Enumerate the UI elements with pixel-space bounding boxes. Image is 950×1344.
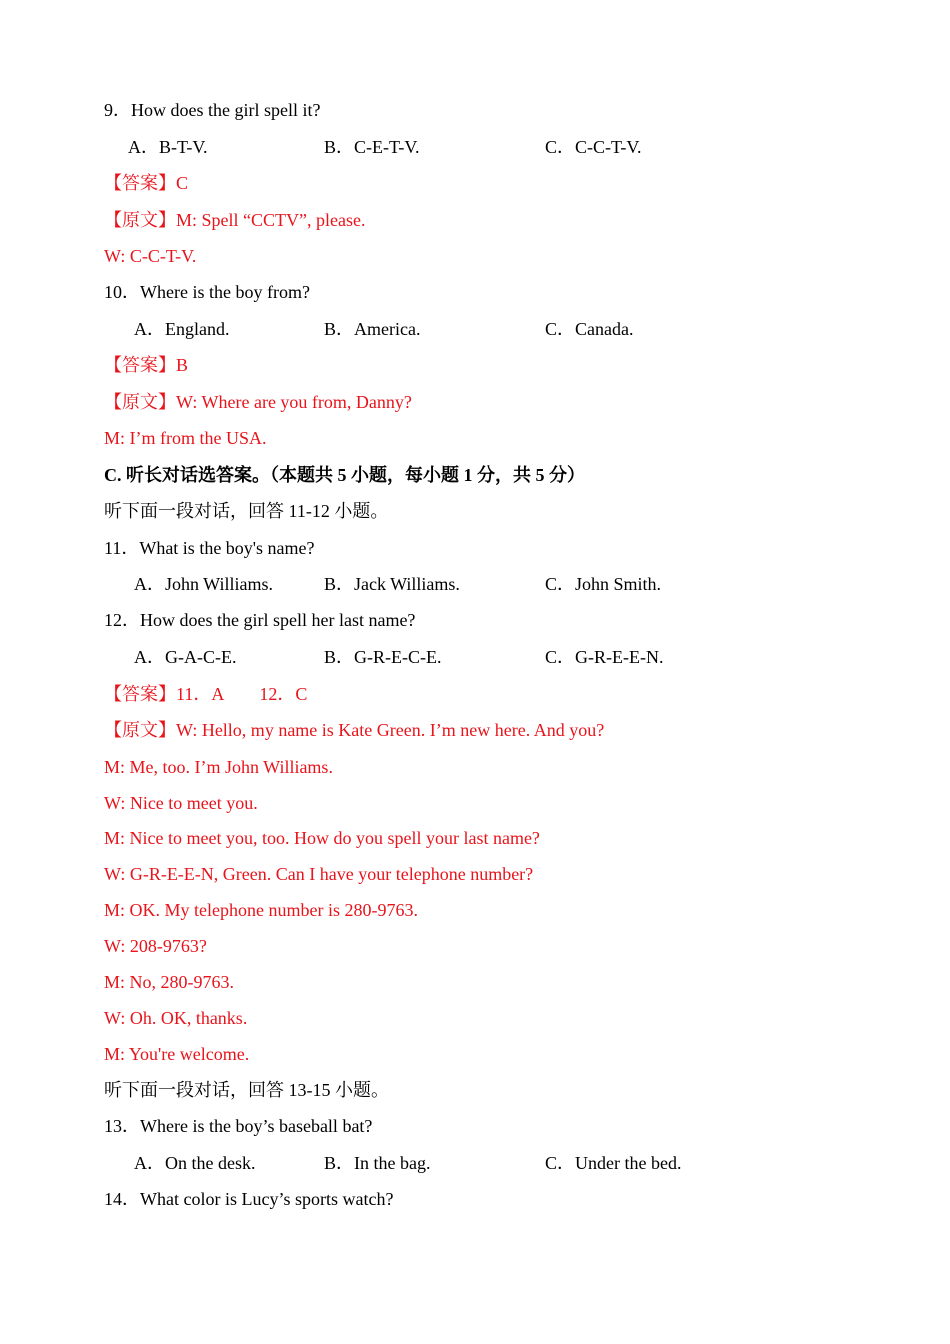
section-c-intro-1: 听下面一段对话，回答 11-12 小题。 — [104, 501, 389, 521]
option-c: C．C-C-T-V. — [545, 137, 642, 157]
option-c: C．John Smith. — [545, 574, 662, 594]
section-c-heading: C. 听长对话选答案。（本题共 5 小题，每小题 1 分，共 5 分） — [104, 465, 585, 485]
answer-10: 【答案】B — [104, 355, 189, 375]
script-11-12-line-9: W: Oh. OK, thanks. — [104, 1008, 248, 1028]
answer-11-12: 【答案】11．A 12．C — [104, 684, 308, 704]
script-11-12-line-10: M: You're welcome. — [104, 1044, 250, 1064]
question-14: 14．What color is Lucy’s sports watch? — [104, 1189, 394, 1209]
option-a: A．G-A-C-E. — [134, 647, 237, 667]
option-a: A．England. — [134, 319, 230, 339]
section-c-intro-2: 听下面一段对话，回答 13-15 小题。 — [104, 1080, 389, 1100]
script-11-12-line-2: M: Me, too. I’m John Williams. — [104, 757, 333, 777]
option-a: A．On the desk. — [134, 1153, 256, 1173]
option-b: B．G-R-E-C-E. — [324, 647, 442, 667]
script-11-12-line-1: 【原文】W: Hello, my name is Kate Green. I’m new here. And you? — [104, 720, 605, 740]
option-a: A．B-T-V. — [128, 137, 208, 157]
question-13: 13．Where is the boy’s baseball bat? — [104, 1116, 373, 1136]
script-9-line-2: W: C-C-T-V. — [104, 246, 197, 266]
question-9: 9．How does the girl spell it? — [104, 100, 321, 120]
option-b: B．Jack Williams. — [324, 574, 460, 594]
script-11-12-line-7: W: 208-9763? — [104, 936, 207, 956]
question-10: 10．Where is the boy from? — [104, 282, 310, 302]
option-c: C．Under the bed. — [545, 1153, 682, 1173]
script-11-12-line-6: M: OK. My telephone number is 280-9763. — [104, 900, 418, 920]
script-11-12-line-5: W: G-R-E-E-N, Green. Can I have your telephone number? — [104, 864, 534, 884]
script-11-12-line-4: M: Nice to meet you, too. How do you spell your last name? — [104, 828, 540, 848]
option-a: A．John Williams. — [134, 574, 273, 594]
option-b: B．C-E-T-V. — [324, 137, 420, 157]
option-b: B．In the bag. — [324, 1153, 431, 1173]
option-b: B．America. — [324, 319, 421, 339]
script-11-12-line-3: W: Nice to meet you. — [104, 793, 258, 813]
script-10-line-1: 【原文】W: Where are you from, Danny? — [104, 392, 412, 412]
script-10-line-2: M: I’m from the USA. — [104, 428, 267, 448]
script-9-line-1: 【原文】M: Spell “CCTV”, please. — [104, 210, 366, 230]
script-11-12-line-8: M: No, 280-9763. — [104, 972, 234, 992]
option-c: C．G-R-E-E-N. — [545, 647, 664, 667]
question-12: 12．How does the girl spell her last name? — [104, 610, 416, 630]
answer-9: 【答案】C — [104, 173, 189, 193]
question-11: 11．What is the boy's name? — [104, 538, 315, 558]
option-c: C．Canada. — [545, 319, 634, 339]
